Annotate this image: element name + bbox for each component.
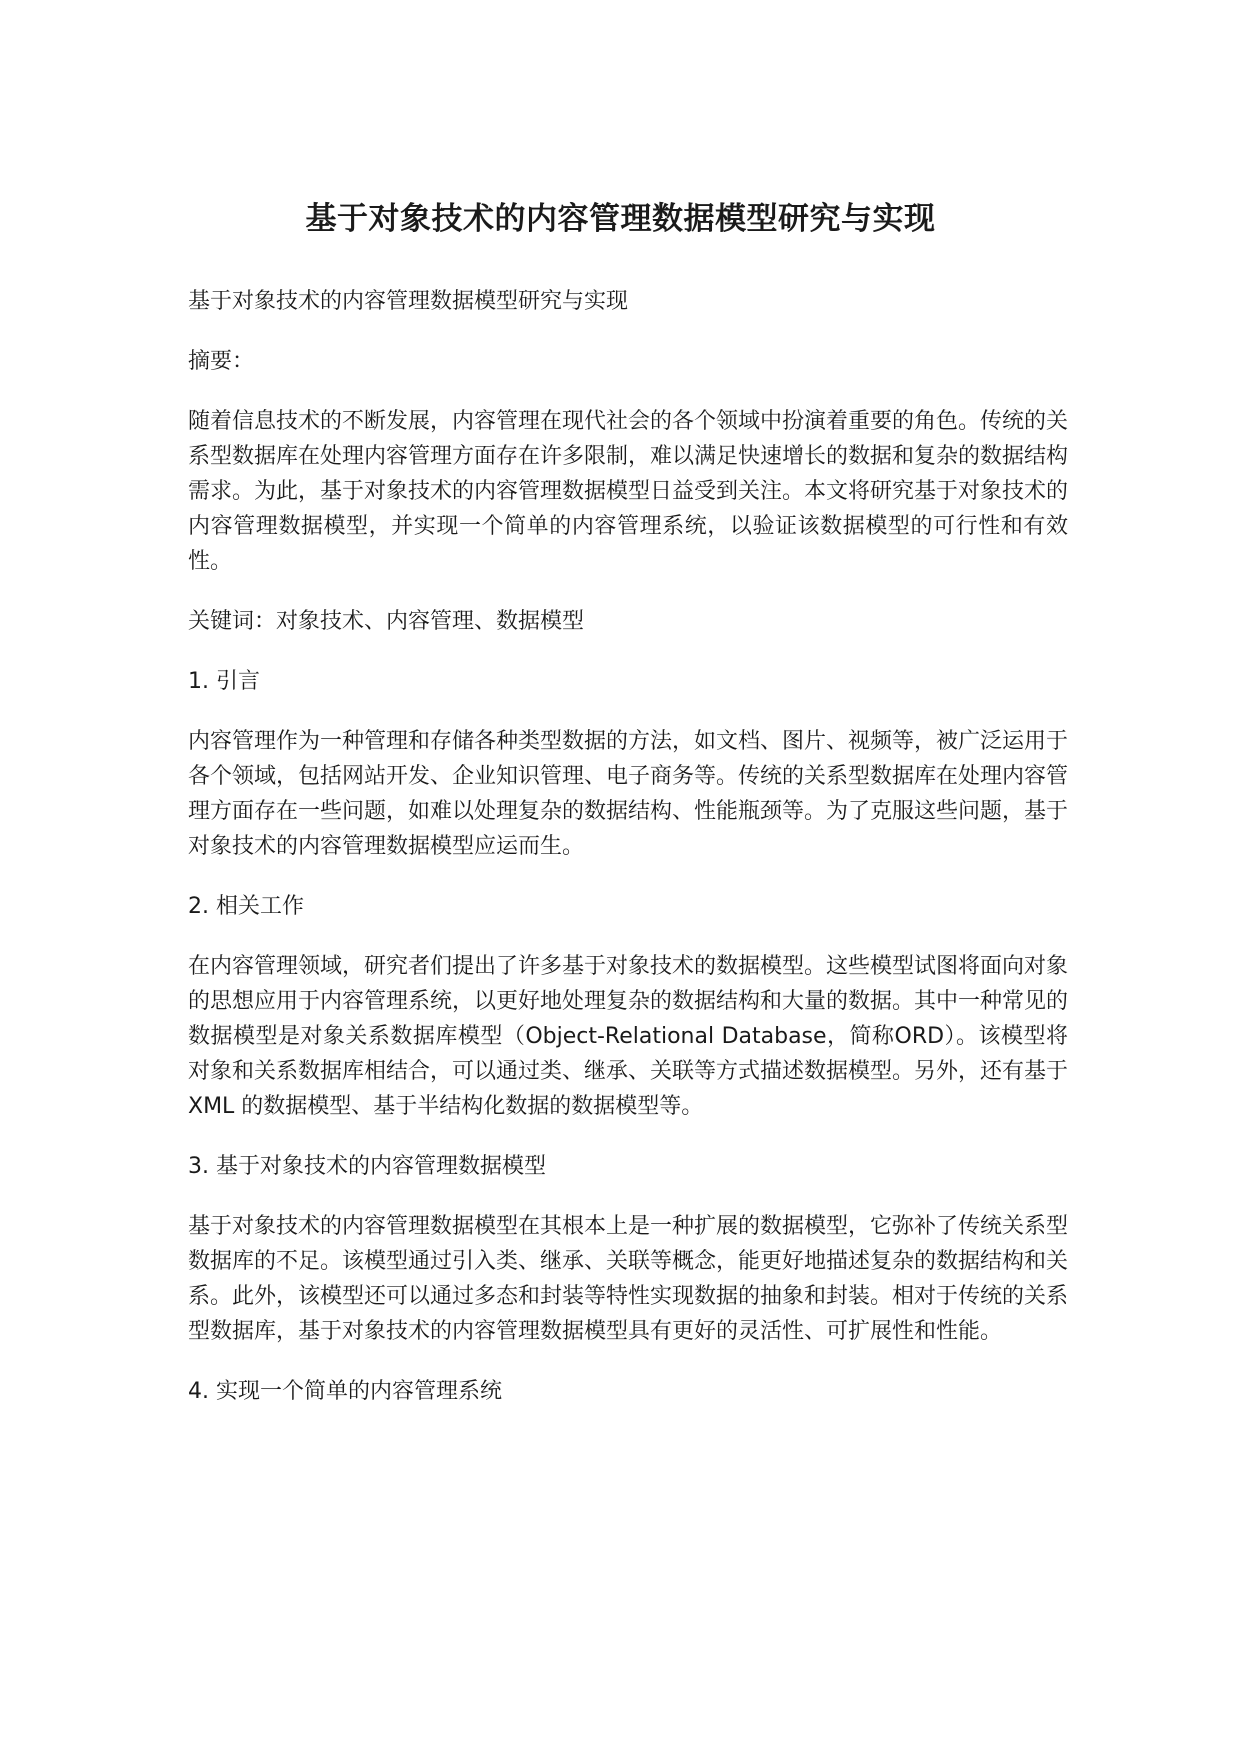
- section-heading-introduction: 1. 引言: [188, 669, 260, 694]
- section-heading-related-work: 2. 相关工作: [188, 894, 304, 919]
- section-heading-data-model: 3. 基于对象技术的内容管理数据模型: [188, 1154, 546, 1179]
- document-body: [188, 284, 1068, 1434]
- data-model-paragraph: 基于对象技术的内容管理数据模型在其根本上是一种扩展的数据模型，它弥补了传统关系型数据库的不足。该模型通过引入类、继承、关联等概念，能更好地描述复杂的数据结构和关系。此外，该模型还可以通过多态和封装等特性实现数据的抽象和封装。相对于传统的关系型数据库，基于对象技术的内容管理数据模型具有更好的灵活性、可扩展性和性能。: [188, 1214, 1069, 1344]
- related-work-paragraph: 在内容管理领域，研究者们提出了许多基于对象技术的数据模型。这些模型试图将面向对象的思想应用于内容管理系统，以更好地处理复杂的数据结构和大量的数据。其中一种常见的数据模型是对象关系数据库模型（Object-Relational Database，简称ORD）。该模型将对象和关系数据库相结合，可以通过类、继承、关联等方式描述数据模型。另外，还有基于 XML 的数据模型、基于半结构化数据的数据模型等。: [188, 954, 1069, 1119]
- subtitle-paragraph: 基于对象技术的内容管理数据模型研究与实现: [188, 289, 629, 314]
- introduction-paragraph: 内容管理作为一种管理和存储各种类型数据的方法，如文档、图片、视频等，被广泛运用于各个领域，包括网站开发、企业知识管理、电子商务等。传统的关系型数据库在处理内容管理方面存在一些问题，如难以处理复杂的数据结构、性能瓶颈等。为了克服这些问题，基于对象技术的内容管理数据模型应运而生。: [188, 729, 1069, 859]
- abstract-heading: 摘要：: [188, 349, 255, 374]
- abstract-paragraph: 随着信息技术的不断发展，内容管理在现代社会的各个领域中扮演着重要的角色。传统的关系型数据库在处理内容管理方面存在许多限制，难以满足快速增长的数据和复杂的数据结构需求。为此，基于对象技术的内容管理数据模型日益受到关注。本文将研究基于对象技术的内容管理数据模型，并实现一个简单的内容管理系统，以验证该数据模型的可行性和有效性。: [188, 409, 1069, 574]
- section-heading-implementation: 4. 实现一个简单的内容管理系统: [188, 1379, 502, 1404]
- keywords-paragraph: 关键词：对象技术、内容管理、数据模型: [188, 609, 585, 634]
- document-title: 基于对象技术的内容管理数据模型研究与实现: [305, 200, 936, 237]
